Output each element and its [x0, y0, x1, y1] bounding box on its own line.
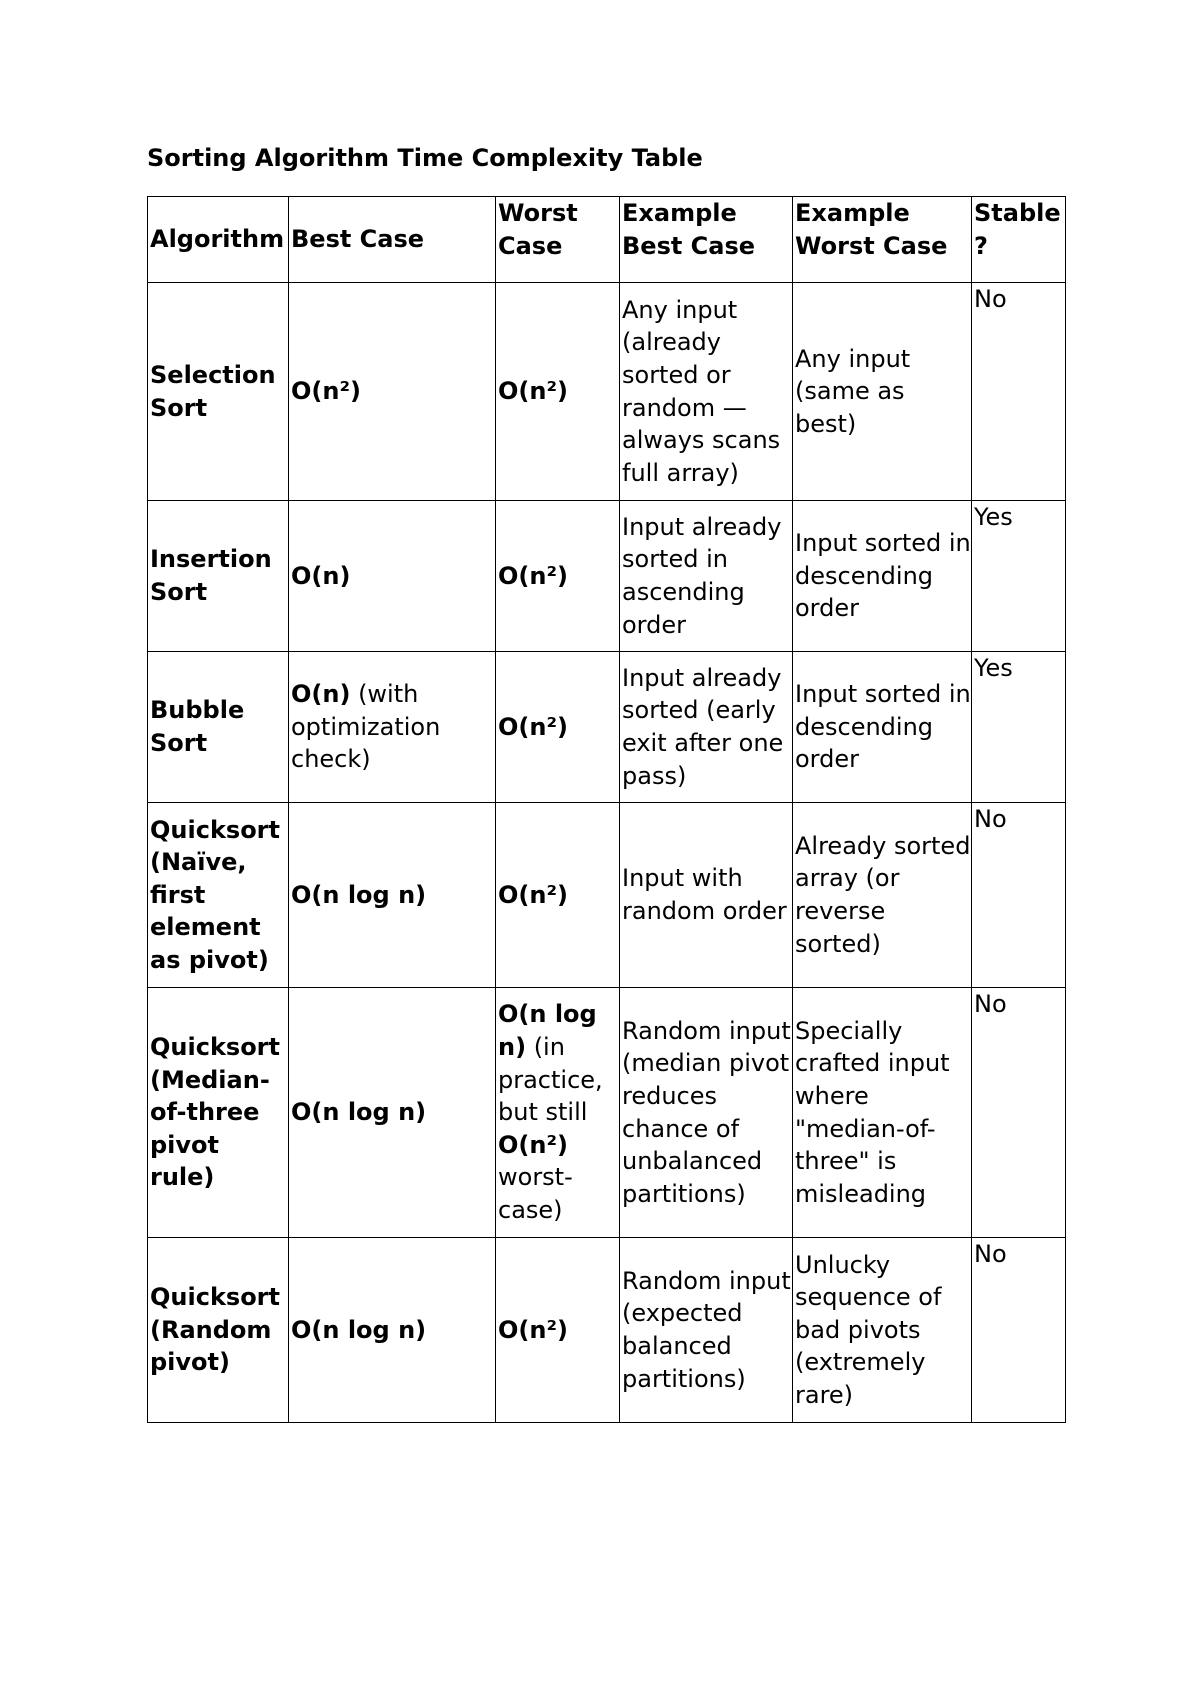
example-best-cell: Input with random order	[620, 803, 793, 988]
header-example-worst-case: Example Worst Case	[793, 197, 972, 283]
page-title: Sorting Algorithm Time Complexity Table	[147, 144, 703, 172]
worst-case-suffix: O(n²)	[498, 1130, 568, 1159]
best-case-cell	[289, 1238, 496, 1423]
stable-cell: Yes	[972, 652, 1066, 803]
example-worst-cell: Already sorted array (or reverse sorted)	[793, 803, 972, 988]
best-case-cell	[289, 803, 496, 988]
header-best-case: Best Case	[289, 197, 496, 283]
best-case-value: O(n)	[291, 561, 351, 590]
worst-case-suffix-note: worst-case)	[498, 1163, 573, 1224]
example-best-cell: Any input (already sorted or random — always scans full array)	[620, 283, 793, 501]
best-case-value: O(n)	[291, 680, 351, 709]
table-row	[148, 501, 1066, 652]
worst-case-value: O(n log n)	[498, 1000, 597, 1062]
table-row	[148, 1238, 1066, 1423]
worst-case-note: (in practice, but still	[498, 1033, 603, 1127]
example-best-cell: Input already sorted in ascending order	[620, 501, 793, 652]
example-best-cell: Random input (expected balanced partitions)	[620, 1238, 793, 1423]
table-row	[148, 283, 1066, 501]
example-worst-cell: Specially crafted input where "median-of-three" is misleading	[793, 988, 972, 1238]
example-worst-cell: Input sorted in descending order	[793, 501, 972, 652]
header-stable: Stable?	[972, 197, 1066, 283]
example-worst-cell: Any input (same as best)	[793, 283, 972, 501]
algorithm-cell: Bubble Sort	[148, 652, 289, 803]
table-header-row	[148, 197, 1066, 283]
algorithm-cell: Quicksort (Median-of-three pivot rule)	[148, 988, 289, 1238]
stable-cell: Yes	[972, 501, 1066, 652]
header-example-best-case: Example Best Case	[620, 197, 793, 283]
best-case-value: O(n log n)	[291, 1315, 427, 1344]
worst-case-cell	[496, 283, 620, 501]
table-row	[148, 803, 1066, 988]
header-worst-case: Worst Case	[496, 197, 620, 283]
worst-case-value: O(n²)	[498, 712, 568, 741]
best-case-value: O(n²)	[291, 377, 361, 406]
example-worst-cell: Unlucky sequence of bad pivots (extremely rare)	[793, 1238, 972, 1423]
worst-case-cell	[496, 803, 620, 988]
best-case-cell	[289, 988, 496, 1238]
worst-case-cell	[496, 652, 620, 803]
best-case-value: O(n log n)	[291, 880, 427, 909]
best-case-cell	[289, 501, 496, 652]
worst-case-cell	[496, 1238, 620, 1423]
stable-cell: No	[972, 988, 1066, 1238]
best-case-note: (with optimization check)	[291, 680, 441, 774]
best-case-cell	[289, 652, 496, 803]
worst-case-cell	[496, 501, 620, 652]
stable-cell: No	[972, 283, 1066, 501]
worst-case-value: O(n²)	[498, 1315, 568, 1344]
header-algorithm: Algorithm	[148, 197, 289, 283]
algorithm-cell: Quicksort (Random pivot)	[148, 1238, 289, 1423]
worst-case-value: O(n²)	[498, 377, 568, 406]
best-case-cell	[289, 283, 496, 501]
table-row	[148, 652, 1066, 803]
algorithm-cell: Selection Sort	[148, 283, 289, 501]
stable-cell: No	[972, 803, 1066, 988]
table-row	[148, 988, 1066, 1238]
algorithm-cell: Insertion Sort	[148, 501, 289, 652]
worst-case-value: O(n²)	[498, 561, 568, 590]
worst-case-value: O(n²)	[498, 880, 568, 909]
worst-case-cell	[496, 988, 620, 1238]
algorithm-cell: Quicksort (Naïve, first element as pivot)	[148, 803, 289, 988]
stable-cell: No	[972, 1238, 1066, 1423]
example-worst-cell: Input sorted in descending order	[793, 652, 972, 803]
best-case-value: O(n log n)	[291, 1098, 427, 1127]
example-best-cell: Input already sorted (early exit after one pass)	[620, 652, 793, 803]
example-best-cell: Random input (median pivot reduces chance of unbalanced partitions)	[620, 988, 793, 1238]
complexity-table	[147, 196, 1066, 1423]
